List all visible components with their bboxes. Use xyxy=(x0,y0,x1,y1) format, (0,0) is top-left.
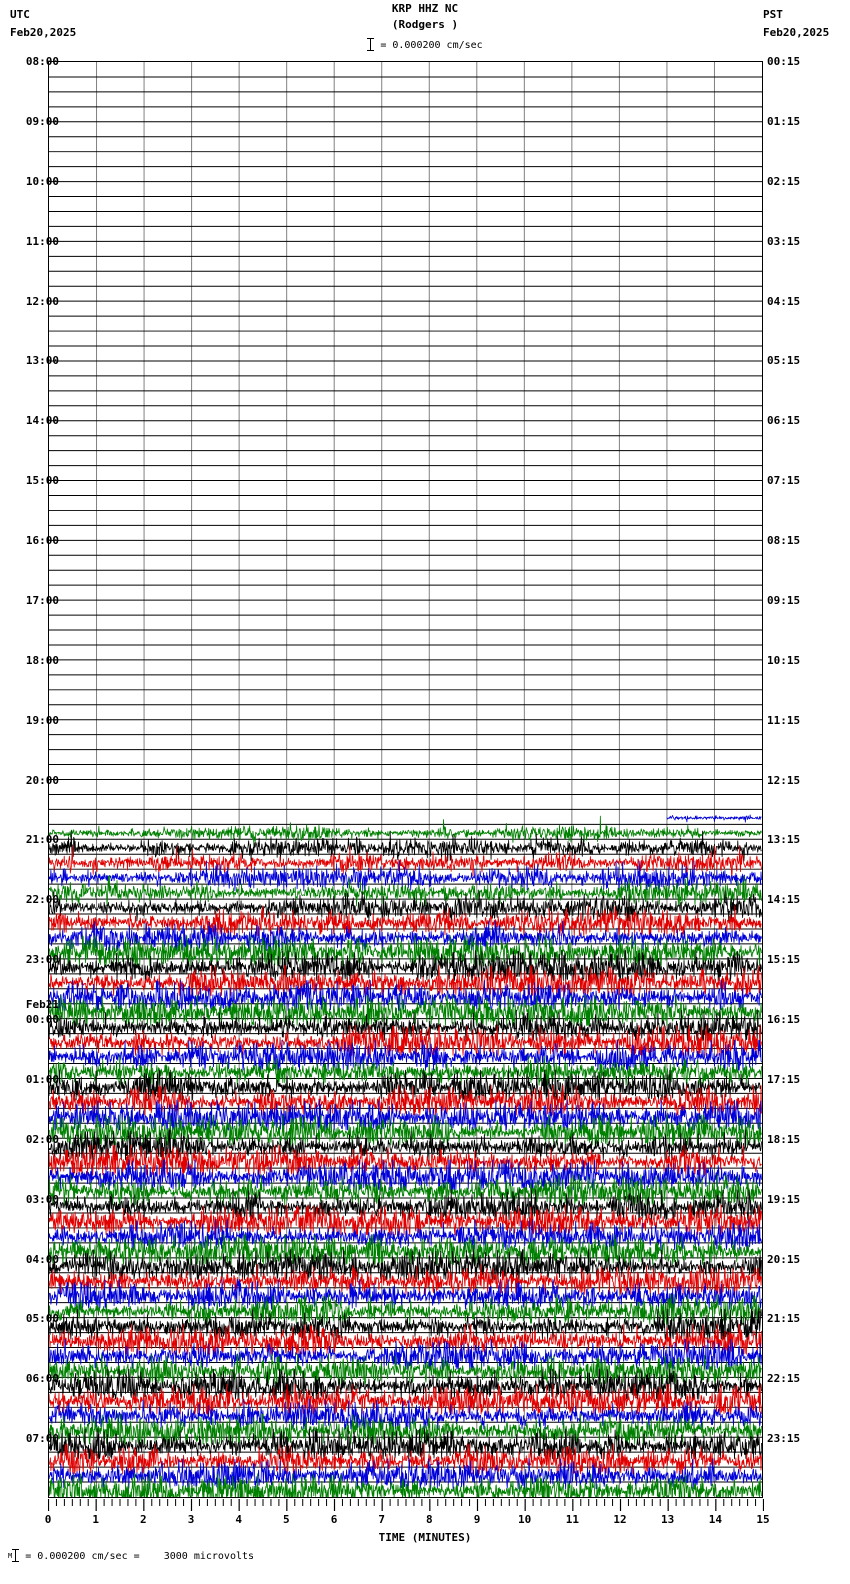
pst-time-label: 04:15 xyxy=(767,294,801,308)
utc-time-label: Feb21 xyxy=(25,998,59,1012)
pst-time-label: 00:15 xyxy=(767,55,801,68)
pst-time-label: 13:15 xyxy=(767,833,801,847)
x-tick-label: 0 xyxy=(44,1513,52,1526)
pst-time-label: 20:15 xyxy=(767,1252,801,1266)
utc-time-label: 10:00 xyxy=(25,174,59,188)
scale-bar-icon xyxy=(367,38,374,51)
x-tick-label: 1 xyxy=(92,1513,99,1526)
pst-time-label: 19:15 xyxy=(767,1192,801,1206)
utc-time-label: 03:00 xyxy=(25,1192,59,1206)
x-tick-label: 9 xyxy=(473,1513,481,1526)
utc-time-label: 17:00 xyxy=(25,593,59,607)
pst-time-label: 08:15 xyxy=(767,534,801,547)
utc-time-label: 14:00 xyxy=(25,414,59,428)
station-title: KRP HHZ NC xyxy=(391,2,459,15)
pst-time-label: 18:15 xyxy=(767,1132,801,1146)
scale-bar-text: = 0.000200 cm/sec xyxy=(380,40,483,51)
pst-time-label: 03:15 xyxy=(767,234,801,248)
pst-time-label: 06:15 xyxy=(767,414,801,428)
pst-time-label: 07:15 xyxy=(767,474,801,488)
x-tick-label: 8 xyxy=(426,1513,433,1526)
x-axis-ticks xyxy=(48,1499,764,1513)
utc-time-label: 07:00 xyxy=(25,1432,59,1446)
utc-time-label: 06:00 xyxy=(25,1372,59,1386)
utc-time-label: 16:00 xyxy=(25,534,59,547)
utc-time-label: 19:00 xyxy=(25,713,59,727)
utc-time-label: 12:00 xyxy=(25,294,59,308)
x-tick-label: 15 xyxy=(756,1513,770,1526)
footer-scale-bar-icon xyxy=(12,1549,19,1562)
utc-time-label: 20:00 xyxy=(25,773,59,787)
utc-date-label: Feb20,2025 xyxy=(10,26,77,39)
x-tick-label: 14 xyxy=(708,1513,722,1526)
utc-time-label: 18:00 xyxy=(25,653,59,667)
pst-time-label: 10:15 xyxy=(767,653,801,667)
helicorder-plot[interactable] xyxy=(48,61,763,1498)
pst-time-label: 02:15 xyxy=(767,174,801,188)
pst-date-label: Feb20,2025 xyxy=(763,26,830,39)
pst-time-label: 01:15 xyxy=(767,114,801,128)
pst-time-label: 11:15 xyxy=(767,713,801,727)
x-tick-label: 7 xyxy=(378,1513,385,1526)
x-tick-label: 13 xyxy=(661,1513,675,1526)
utc-time-label: 22:00 xyxy=(25,893,59,907)
pst-time-label: 15:15 xyxy=(767,953,801,967)
footer-scale-note xyxy=(8,1549,254,1562)
utc-time-label: 05:00 xyxy=(25,1312,59,1326)
pst-time-label: 21:15 xyxy=(767,1312,801,1326)
pst-time-label: 14:15 xyxy=(767,893,801,907)
pst-time-label: 09:15 xyxy=(767,593,801,607)
utc-time-label: 23:00 xyxy=(25,953,59,967)
station-subtitle: (Rodgers ) xyxy=(391,18,459,31)
utc-timezone-label: UTC xyxy=(10,8,30,21)
x-tick-label: 2 xyxy=(140,1513,147,1526)
pst-time-label: 05:15 xyxy=(767,354,801,368)
x-axis-title: TIME (MINUTES) xyxy=(378,1531,472,1544)
seismic-traces xyxy=(49,62,762,1497)
pst-time-label: 12:15 xyxy=(767,773,801,787)
utc-time-label: 02:00 xyxy=(25,1132,59,1146)
utc-time-label: 21:00 xyxy=(25,833,59,847)
x-tick-label: 5 xyxy=(283,1513,290,1526)
pst-time-label: 23:15 xyxy=(767,1432,801,1446)
pst-time-label: 17:15 xyxy=(767,1072,801,1086)
x-tick-label: 3 xyxy=(187,1513,195,1526)
scale-bar-legend xyxy=(0,38,850,51)
x-tick-label: 4 xyxy=(235,1513,242,1526)
footer-text: = 0.000200 cm/sec = 3000 microvolts xyxy=(25,1551,255,1562)
utc-time-label: 04:00 xyxy=(25,1252,59,1266)
pst-time-label: 16:15 xyxy=(767,1013,801,1026)
utc-time-label: 08:00 xyxy=(25,55,59,68)
x-tick-label: 10 xyxy=(518,1513,532,1526)
pst-timezone-label: PST xyxy=(763,8,783,21)
utc-time-label: 15:00 xyxy=(25,474,59,488)
utc-time-label: 13:00 xyxy=(25,354,59,368)
x-tick-label: 6 xyxy=(330,1513,338,1526)
utc-time-label: 09:00 xyxy=(25,114,59,128)
utc-time-label: 01:00 xyxy=(25,1072,59,1086)
footer-prefix: M xyxy=(8,1552,13,1560)
utc-time-label: 00:00 xyxy=(25,1013,59,1026)
utc-time-label: 11:00 xyxy=(25,234,59,248)
x-tick-label: 12 xyxy=(613,1513,627,1526)
x-tick-label: 11 xyxy=(565,1513,579,1526)
pst-time-label: 22:15 xyxy=(767,1372,801,1386)
